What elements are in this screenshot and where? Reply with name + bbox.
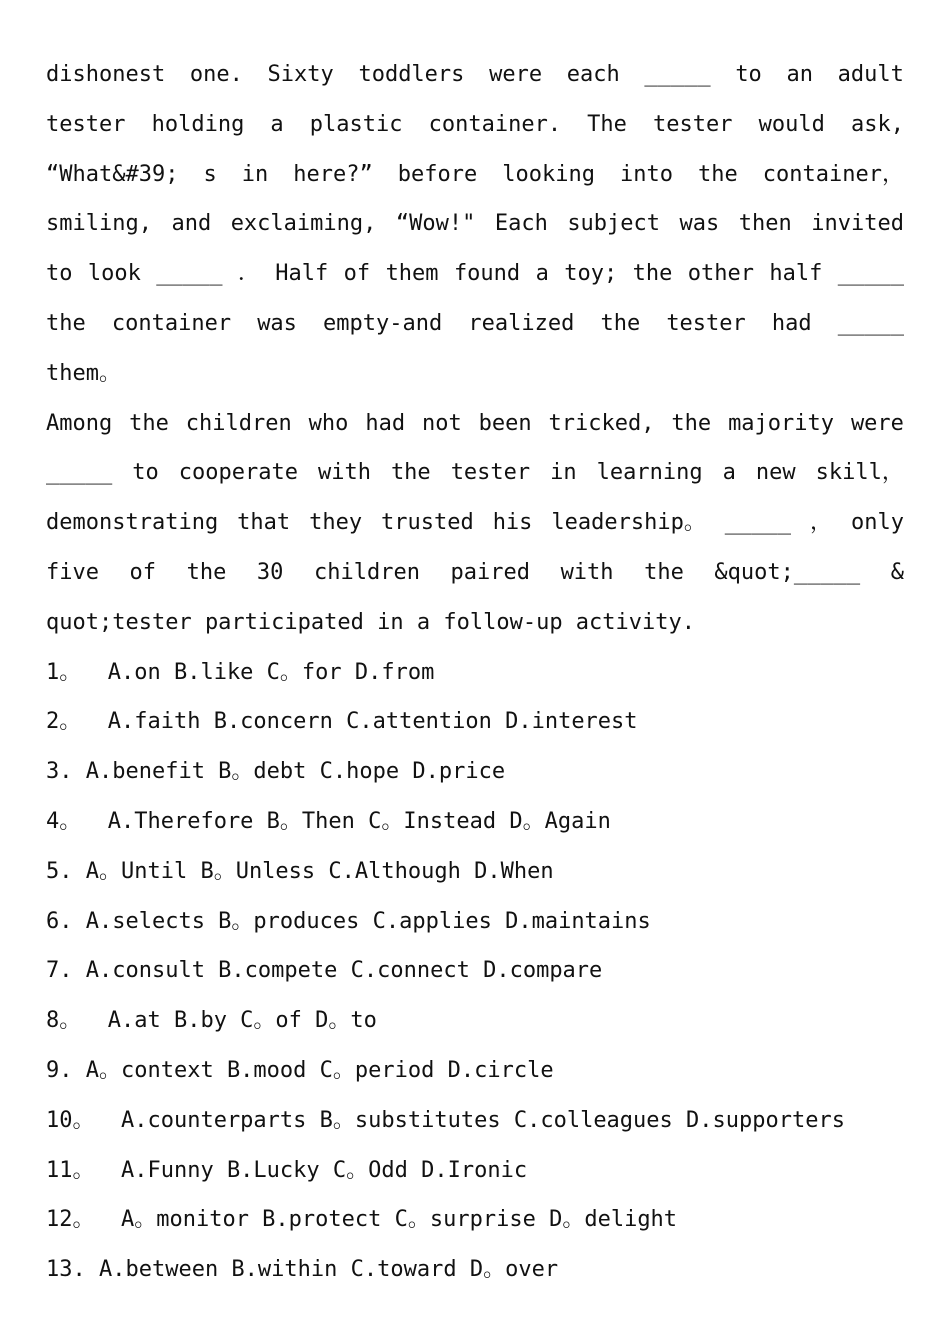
passage-word: demonstrating (46, 510, 219, 536)
passage-word: 30 (256, 559, 284, 585)
passage-word: tricked, (548, 410, 655, 436)
passage-word: ask, (850, 111, 904, 137)
passage-word: new (755, 460, 796, 486)
passage-word: the (129, 410, 169, 436)
passage-word: toy; (564, 261, 618, 287)
passage-word: tester (666, 310, 746, 336)
passage-line (46, 199, 904, 249)
passage-word: learning (596, 460, 703, 486)
passage-word: _____ (644, 62, 711, 87)
passage-paragraph-1 (46, 50, 904, 399)
passage-word: toddlers (358, 62, 465, 87)
passage-word: children (313, 559, 420, 585)
passage-line (46, 448, 904, 498)
question-option-line: 11。 A.Funny B.Lucky C。Odd D.Ironic (46, 1157, 528, 1183)
answer-options-list (46, 648, 904, 1295)
question-option-line: 12。 A。monitor B.protect C。surprise D。delight (46, 1207, 678, 1233)
passage-word: looking (502, 161, 595, 187)
passage-word: then (738, 211, 792, 237)
passage-word: Sixty (267, 62, 334, 87)
passage-line (46, 399, 904, 449)
question-option-line: 7. A.consult B.compete C.connect D.compare (46, 958, 603, 984)
question-option-line: 10。 A.counterparts B。substitutes C.colleagues D.supporters (46, 1107, 845, 1133)
passage-word: in (550, 460, 577, 486)
passage-word: were (850, 410, 904, 436)
passage-word: other (687, 261, 754, 287)
passage-word: the (186, 559, 227, 585)
passage-word: tester (46, 111, 126, 137)
passage-word: _____ (837, 310, 904, 336)
passage-word: had (365, 410, 406, 436)
passage-word: &quot;_____ (714, 559, 861, 585)
passage-word: the (644, 559, 684, 585)
passage-word: of (343, 261, 371, 287)
passage-word: container. (428, 111, 562, 137)
question-option-line: 3. A.benefit B。debt C.hope D.price (46, 759, 506, 785)
question-option-line: 9. A。context B.mood C。period D.circle (46, 1057, 554, 1083)
passage-word: here?” (293, 161, 373, 187)
passage-word: subject (567, 211, 661, 237)
passage-word: dishonest (46, 62, 166, 87)
passage-word: a (270, 111, 284, 137)
passage-word: ． (237, 261, 260, 287)
passage-word: the (632, 261, 673, 287)
passage-line: them。 (46, 360, 121, 386)
passage-line (46, 299, 904, 349)
passage-word: leadership。 (551, 510, 706, 536)
passage-word: holding (151, 111, 245, 137)
passage-word: _____ (837, 261, 904, 287)
passage-word: five (46, 559, 99, 585)
passage-word: before (397, 161, 478, 187)
passage-word: cooperate (178, 460, 298, 486)
passage-word: a (722, 460, 736, 486)
passage-word: & (890, 559, 904, 585)
passage-word: an (786, 62, 813, 87)
passage-word: the (671, 410, 712, 436)
passage-word: majority (728, 410, 835, 436)
passage-word: look (87, 261, 141, 287)
question-option-line: 6. A.selects B。produces C.applies D.maintains (46, 908, 651, 934)
passage-word: would (758, 111, 825, 137)
passage-word: each (566, 62, 620, 87)
passage-word: that (237, 510, 291, 536)
passage-word: The (587, 111, 627, 137)
passage-word: the (600, 310, 641, 336)
passage-line (46, 249, 904, 299)
passage-word: found (453, 261, 521, 287)
document-page (46, 50, 904, 1295)
passage-word: skill， (815, 460, 904, 486)
passage-line (46, 100, 904, 150)
passage-word: who (308, 410, 349, 436)
passage-word: realized (468, 310, 575, 336)
passage-word: the (390, 460, 431, 486)
passage-word: tester (653, 111, 733, 137)
passage-word: had (771, 310, 812, 336)
passage-word: Half (275, 261, 329, 287)
passage-word: with (560, 559, 614, 585)
passage-word: a (535, 261, 549, 287)
passage-line: quot;tester participated in a follow-up activity. (46, 609, 696, 635)
passage-word: exclaiming, (230, 211, 377, 237)
passage-word: his (492, 510, 533, 536)
passage-word: “What&#39; (46, 161, 179, 187)
question-option-line: 4。 A.Therefore B。Then C。Instead D。Again (46, 808, 611, 834)
passage-word: Each (494, 211, 548, 237)
passage-word: to (132, 460, 159, 486)
passage-word: to (735, 62, 762, 87)
passage-word: smiling, (46, 211, 152, 237)
passage-line (46, 150, 904, 200)
question-option-line: 2。 A.faith B.concern C.attention D.interest (46, 709, 638, 735)
passage-word: half (769, 261, 823, 287)
passage-paragraph-2 (46, 399, 904, 648)
passage-line (46, 548, 904, 598)
passage-word: _____ (724, 510, 792, 536)
question-option-line: 1。 A.on B.like C。for D.from (46, 659, 435, 685)
passage-word: Among (46, 410, 113, 436)
passage-word: paired (450, 559, 530, 585)
passage-word: been (478, 410, 532, 436)
passage-line (46, 498, 904, 548)
passage-word: only (850, 510, 904, 536)
passage-word: trusted (381, 510, 474, 536)
passage-word: were (489, 62, 543, 87)
passage-word: container， (762, 161, 904, 187)
passage-word: and (171, 211, 212, 237)
passage-word: was (257, 310, 297, 336)
passage-word: tester (450, 460, 531, 486)
passage-word: _____ (46, 460, 113, 486)
passage-word: they (309, 510, 363, 536)
passage-word: in (241, 161, 269, 187)
passage-word: the (46, 310, 86, 336)
passage-word: them (385, 261, 439, 287)
passage-word: into (619, 161, 673, 187)
question-option-line: 5. A。Until B。Unless C.Although D.When (46, 858, 554, 884)
passage-word: of (129, 559, 157, 585)
passage-word: “Wow!" (395, 211, 476, 237)
question-option-line: 13. A.between B.within C.toward D。over (46, 1257, 559, 1283)
passage-word: _____ (156, 261, 223, 287)
passage-word: was (679, 211, 720, 237)
passage-word: not (421, 410, 462, 436)
passage-word: to (46, 261, 73, 287)
passage-word: empty-and (323, 310, 443, 336)
passage-word: one. (189, 62, 243, 87)
passage-word: ， (809, 510, 832, 536)
question-option-line: 8。 A.at B.by C。of D。to (46, 1008, 377, 1034)
passage-line (46, 50, 904, 100)
cloze-passage (46, 50, 904, 648)
passage-word: with (317, 460, 371, 486)
passage-word: invited (811, 211, 904, 237)
passage-word: plastic (309, 111, 403, 137)
passage-word: s (203, 161, 217, 187)
passage-word: the (697, 161, 738, 187)
passage-word: container (111, 310, 232, 336)
passage-word: adult (837, 62, 904, 87)
passage-word: children (185, 410, 292, 436)
